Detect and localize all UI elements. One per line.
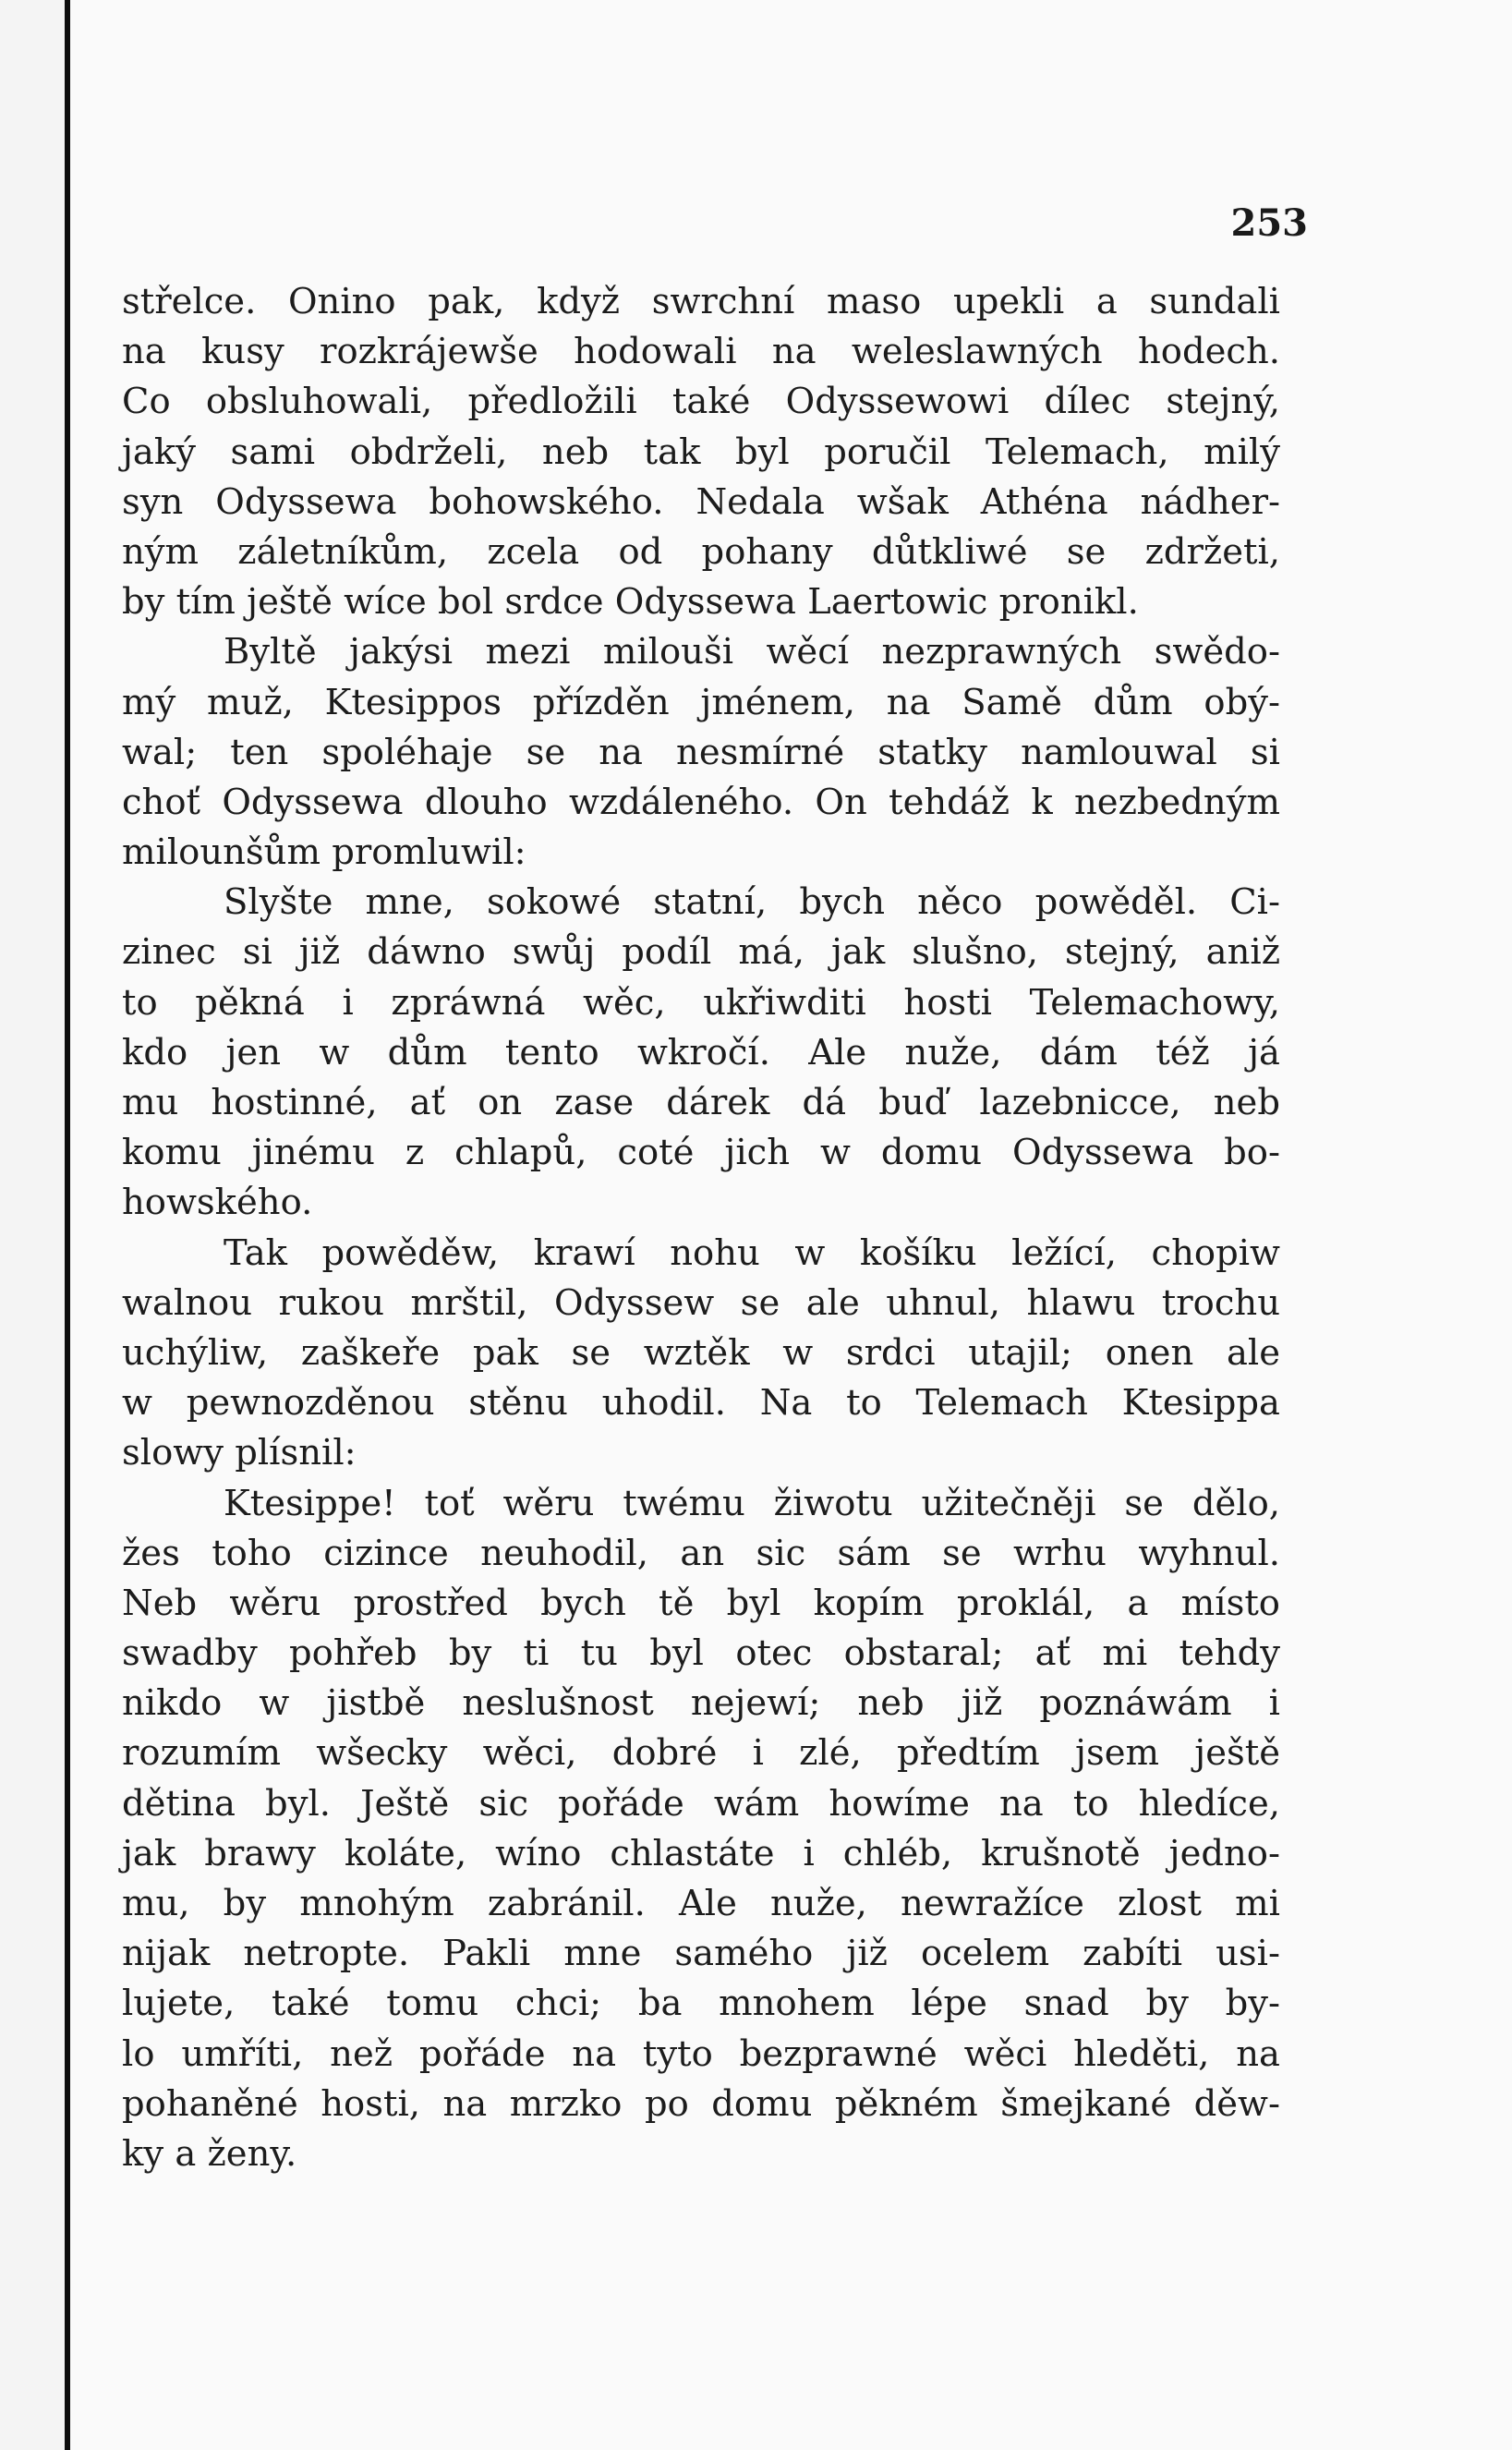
text-line: walnou rukou mrštil, Odyssew se ale uhnul, hlawu trochu	[122, 1281, 1280, 1324]
text-line: jak brawy koláte, wíno chlastáte i chléb, krušnotě jedno-	[122, 1832, 1280, 1874]
text-line: Ktesippe! toť wěru twému žiwotu užitečněji se dělo,	[224, 1482, 1280, 1524]
text-line: by tím ještě wíce bol srdce Odyssewa Laertowic pronikl.	[122, 581, 1139, 624]
page-number: 253	[1230, 201, 1308, 245]
text-line: kdo jen w dům tento wkročí. Ale nuže, dám též já	[122, 1031, 1280, 1073]
paragraph	[122, 1229, 1280, 1479]
text-line: Tak powěděw, krawí nohu w košíku ležící, chopiw	[224, 1231, 1280, 1274]
paragraph	[122, 1479, 1280, 2180]
text-line: nijak netropte. Pakli mne samého již ocelem zabíti usi-	[122, 1933, 1280, 1975]
paragraph	[122, 277, 1280, 627]
text-line: choť Odyssewa dlouho wzdáleného. On tehdáž k nezbedným	[122, 781, 1280, 823]
text-line: pohaněné hosti, na mrzko po domu pěkném šmejkané děw-	[122, 2082, 1280, 2125]
text-line: Slyšte mne, sokowé statní, bych něco powěděl. Ci-	[224, 881, 1280, 924]
text-line: howského.	[122, 1182, 313, 1224]
text-line: milounšům promluwil:	[122, 831, 526, 874]
text-line: mu hostinné, ať on zase dárek dá buď lazebnicce, neb	[122, 1082, 1280, 1123]
text-line: rozumím wšecky wěci, dobré i zlé, předtím jsem ještě	[122, 1732, 1280, 1775]
text-line: nikdo w jistbě neslušnost nejewí; neb již poznáwám i	[122, 1682, 1280, 1725]
text-line: zinec si již dáwno swůj podíl má, jak slušno, stejný, aniž	[122, 931, 1280, 974]
text-line: komu jinému z chlapů, coté jich w domu Odyssewa bo-	[122, 1132, 1280, 1174]
text-line: syn Odyssewa bohowského. Nedala wšak Athéna nádher-	[122, 480, 1280, 523]
previous-page-edge	[0, 0, 65, 2450]
page-text	[122, 277, 1280, 2179]
text-line: mý muž, Ktesippos přízděn jménem, na Samě dům obý-	[122, 681, 1280, 723]
text-line: lujete, také tomu chci; ba mnohem lépe snad by by-	[122, 1983, 1280, 2025]
text-line: ky a ženy.	[122, 2132, 297, 2175]
text-line: uchýliw, zaškeře pak se wztěk w srdci utajil; onen ale	[122, 1331, 1280, 1374]
paragraph	[122, 627, 1280, 878]
text-line: wal; ten spoléhaje se na nesmírné statky namlouwal si	[122, 731, 1280, 773]
text-line: na kusy rozkrájewše hodowali na weleslawných hodech.	[122, 331, 1280, 373]
text-line: mu, by mnohým zabránil. Ale nuže, newražíce zlost mi	[122, 1883, 1280, 1924]
text-line: swadby pohřeb by ti tu byl otec obstaral; ať mi tehdy	[122, 1632, 1280, 1675]
text-line: Co obsluhowali, předložili také Odyssewowi dílec stejný,	[122, 381, 1280, 423]
text-line: Byltě jakýsi mezi milouši wěcí nezprawných swědo-	[224, 631, 1280, 673]
text-line: střelce. Onino pak, když swrchní maso upekli a sundali	[122, 281, 1280, 322]
text-line: w pewnozděnou stěnu uhodil. Na to Telemach Ktesippa	[122, 1382, 1280, 1425]
book-page	[70, 0, 1512, 2450]
paragraph	[122, 878, 1280, 1228]
text-line: to pěkná i zpráwná wěc, ukřiwditi hosti Telemachowy,	[122, 981, 1280, 1024]
text-line: žes toho cizince neuhodil, an sic sám se wrhu wyhnul.	[122, 1532, 1280, 1574]
text-line: jaký sami obdrželi, neb tak byl poručil Telemach, milý	[122, 431, 1280, 473]
text-line: dětina byl. Ještě sic pořáde wám howíme na to hledíce,	[122, 1782, 1280, 1825]
text-line: slowy plísnil:	[122, 1432, 357, 1474]
text-line: Neb wěru prostřed bych tě byl kopím proklál, a místo	[122, 1582, 1280, 1624]
text-line: ným záletníkům, zcela od pohany důtkliwé se zdržeti,	[122, 530, 1280, 573]
text-line: lo umříti, než pořáde na tyto bezprawné wěci hleděti, na	[122, 2032, 1280, 2075]
